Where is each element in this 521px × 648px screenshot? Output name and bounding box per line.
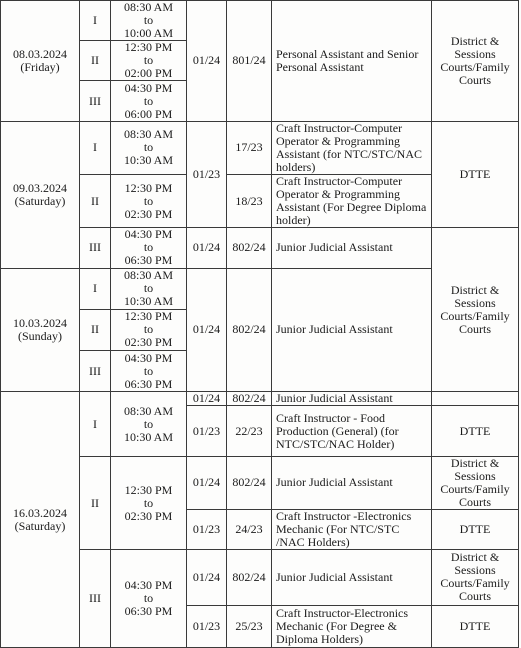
session-number: III bbox=[80, 81, 111, 121]
session-time: 04:30 PM to 06:00 PM bbox=[111, 81, 187, 121]
session-number: II bbox=[80, 41, 111, 81]
post-name: Craft Instructor-Electronics Mechanic (For Degree & Diploma Holders) bbox=[272, 605, 432, 647]
exam-date-cell: 16.03.2024 (Saturday) bbox=[1, 392, 80, 648]
conducting-authority: District & Sessions Courts/Family Courts bbox=[432, 550, 519, 605]
exam-date-cell: 08.03.2024 (Friday) bbox=[1, 1, 80, 122]
conducting-authority: District & Sessions Courts/Family Courts bbox=[432, 228, 519, 392]
exam-date-cell: 10.03.2024 (Sunday) bbox=[1, 268, 80, 392]
session-time: 04:30 PM to 06:30 PM bbox=[111, 351, 187, 392]
notification-number: 01/23 bbox=[187, 406, 227, 456]
notification-number: 01/23 bbox=[187, 121, 227, 228]
session-number: III bbox=[80, 351, 111, 392]
session-time: 04:30 PM to 06:30 PM bbox=[111, 228, 187, 268]
session-time: 12:30 PM to 02:00 PM bbox=[111, 41, 187, 81]
session-time: 04:30 PM to 06:30 PM bbox=[111, 550, 187, 648]
post-name: Junior Judicial Assistant bbox=[272, 228, 432, 268]
session-time: 12:30 PM to 02:30 PM bbox=[111, 309, 187, 350]
conducting-authority: DTTE bbox=[432, 605, 519, 647]
category-number: 22/23 bbox=[227, 406, 272, 456]
session-number: II bbox=[80, 456, 111, 550]
category-number: 802/24 bbox=[227, 392, 272, 406]
session-number: III bbox=[80, 550, 111, 648]
session-number: I bbox=[80, 268, 111, 309]
notification-number: 01/24 bbox=[187, 268, 227, 392]
session-time: 08:30 AM to 10:30 AM bbox=[111, 121, 187, 174]
category-number: 801/24 bbox=[227, 1, 272, 122]
conducting-authority: DTTE bbox=[432, 510, 519, 550]
post-name: Junior Judicial Assistant bbox=[272, 268, 432, 392]
post-name: Junior Judicial Assistant bbox=[272, 392, 432, 406]
session-time: 12:30 PM to 02:30 PM bbox=[111, 456, 187, 550]
notification-number: 01/24 bbox=[187, 228, 227, 268]
notification-number: 01/24 bbox=[187, 550, 227, 605]
post-name: Junior Judicial Assistant bbox=[272, 550, 432, 605]
post-name: Personal Assistant and Senior Personal Assistant bbox=[272, 1, 432, 122]
conducting-authority-empty bbox=[432, 392, 519, 406]
notification-number: 01/23 bbox=[187, 605, 227, 647]
session-time: 08:30 AM to 10:30 AM bbox=[111, 268, 187, 309]
session-number: III bbox=[80, 228, 111, 268]
category-number: 802/24 bbox=[227, 228, 272, 268]
session-time: 08:30 AM to 10:30 AM bbox=[111, 392, 187, 456]
category-number: 18/23 bbox=[227, 175, 272, 228]
session-number: II bbox=[80, 175, 111, 228]
conducting-authority: DTTE bbox=[432, 121, 519, 228]
notification-number: 01/23 bbox=[187, 510, 227, 550]
post-name: Craft Instructor - Food Production (General) (for NTC/STC/NAC Holder) bbox=[272, 406, 432, 456]
post-name: Craft Instructor -Electronics Mechanic (For NTC/STC /NAC Holders) bbox=[272, 510, 432, 550]
notification-number: 01/24 bbox=[187, 1, 227, 122]
category-number: 802/24 bbox=[227, 550, 272, 605]
category-number: 802/24 bbox=[227, 456, 272, 509]
session-number: I bbox=[80, 392, 111, 456]
exam-date-cell: 09.03.2024 (Saturday) bbox=[1, 121, 80, 268]
conducting-authority: District & Sessions Courts/Family Courts bbox=[432, 1, 519, 122]
session-number: I bbox=[80, 121, 111, 174]
session-number: I bbox=[80, 1, 111, 41]
post-name: Craft Instructor-Computer Operator & Programming Assistant (For Degree Diploma holder) bbox=[272, 175, 432, 228]
session-number: II bbox=[80, 309, 111, 350]
category-number: 25/23 bbox=[227, 605, 272, 647]
category-number: 802/24 bbox=[227, 268, 272, 392]
category-number: 17/23 bbox=[227, 121, 272, 174]
session-time: 12:30 PM to 02:30 PM bbox=[111, 175, 187, 228]
conducting-authority: DTTE bbox=[432, 406, 519, 456]
category-number: 24/23 bbox=[227, 510, 272, 550]
post-name: Craft Instructor-Computer Operator & Programming Assistant (for NTC/STC/NAC holders) bbox=[272, 121, 432, 174]
session-time: 08:30 AM to 10:00 AM bbox=[111, 1, 187, 41]
notification-number: 01/24 bbox=[187, 456, 227, 509]
notification-number: 01/24 bbox=[187, 392, 227, 406]
conducting-authority: District & Sessions Courts/Family Courts bbox=[432, 456, 519, 509]
post-name: Junior Judicial Assistant bbox=[272, 456, 432, 509]
